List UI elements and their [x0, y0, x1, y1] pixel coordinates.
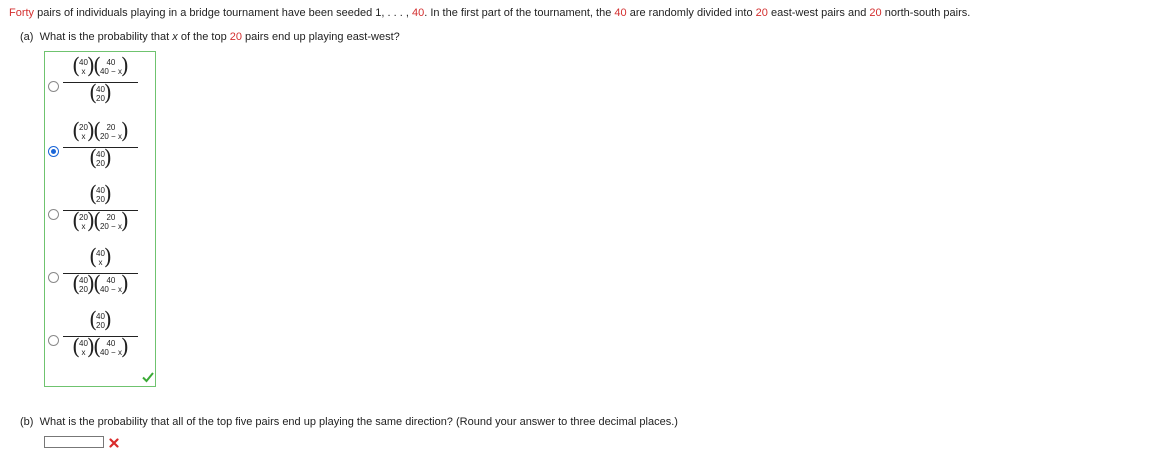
part-b-answer-input[interactable]: [44, 436, 104, 448]
part-a-variable: x: [172, 31, 178, 43]
binomial-top: ( 40: [79, 58, 88, 67]
fraction-numerator: [63, 249, 138, 271]
fraction-expression: [63, 58, 138, 107]
part-b-label: (b): [20, 416, 34, 428]
binomial-top: ( 20: [106, 213, 116, 222]
intro-num-20a: 20: [755, 7, 768, 19]
binomial-top: ( 40: [96, 150, 105, 159]
binomial-bottom: x: [98, 258, 103, 267]
binomial-bottom: x: [81, 67, 86, 76]
fraction-denominator: [63, 150, 138, 172]
part-b-question: [20, 416, 678, 428]
intro-text-3: are randomly divided into: [626, 7, 756, 19]
binomial-coefficient: [94, 339, 128, 357]
binomial-top: ( 20: [79, 213, 88, 222]
part-a-text-3: pairs end up playing east-west?: [242, 31, 400, 43]
binomial-top: ( 40: [96, 85, 105, 94]
fraction-bar: [63, 82, 138, 83]
fraction-denominator: [63, 276, 138, 298]
intro-num-20b: 20: [869, 7, 882, 19]
binomial-coefficient: [90, 150, 111, 168]
binomial-bottom: x: [81, 132, 86, 141]
binomial-top: ( 40: [96, 312, 105, 321]
fraction-expression: [63, 312, 138, 361]
part-a-question: [20, 31, 400, 43]
intro-forty: Forty: [9, 7, 35, 19]
binomial-bottom: 20 − x: [99, 222, 122, 231]
fraction-denominator: [63, 213, 138, 235]
fraction-numerator: [63, 312, 138, 334]
fraction-expression: [63, 249, 138, 298]
fraction-numerator: [63, 186, 138, 208]
binomial-bottom: 40 − x: [99, 285, 122, 294]
binomial-coefficient: [73, 339, 94, 357]
binomial-coefficient: [94, 58, 128, 76]
fraction-denominator: [63, 339, 138, 361]
fraction-expression: [63, 186, 138, 235]
option-radio-3[interactable]: [48, 209, 59, 220]
binomial-top: ( 40: [106, 339, 116, 348]
binomial-bottom: 20: [96, 321, 105, 330]
binomial-coefficient: [73, 213, 94, 231]
part-b-text: What is the probability that all of the top five pairs end up playing the same direction? (Round your answer to three decimal places.): [39, 416, 678, 428]
binomial-top: ( 40: [96, 249, 105, 258]
intro-num-40a: 40: [411, 7, 425, 19]
binomial-bottom: x: [81, 348, 86, 357]
binomial-coefficient: [94, 276, 128, 294]
fraction-numerator: [63, 123, 138, 145]
part-a-top-number: 20: [229, 31, 242, 43]
problem-intro: [9, 7, 970, 19]
fraction-expression: [63, 123, 138, 172]
intro-num-40b: 40: [614, 7, 627, 19]
binomial-bottom: 20: [96, 159, 105, 168]
binomial-coefficient: [73, 276, 94, 294]
binomial-bottom: 40 − x: [99, 348, 122, 357]
intro-text-2: . In the first part of the tournament, the: [424, 7, 615, 19]
binomial-bottom: x: [81, 222, 86, 231]
binomial-top: ( 40: [106, 276, 116, 285]
binomial-coefficient: [94, 123, 128, 141]
incorrect-x-icon: [109, 438, 119, 448]
binomial-bottom: 20 − x: [99, 132, 122, 141]
fraction-denominator: [63, 85, 138, 107]
binomial-top: ( 40: [79, 339, 88, 348]
option-radio-1[interactable]: [48, 81, 59, 92]
binomial-top: ( 40: [79, 276, 88, 285]
intro-text-1: pairs of individuals playing in a bridge tournament have been seeded 1, . . . ,: [34, 7, 412, 19]
binomial-coefficient: [73, 58, 94, 76]
intro-text-4: east-west pairs and: [767, 7, 870, 19]
part-a-text-1: What is the probability that: [39, 31, 173, 43]
binomial-coefficient: [73, 123, 94, 141]
binomial-coefficient: [94, 213, 128, 231]
binomial-bottom: 20: [96, 195, 105, 204]
binomial-top: ( 20: [79, 123, 88, 132]
binomial-bottom: 20: [96, 94, 105, 103]
fraction-numerator: [63, 58, 138, 80]
part-a-label: (a): [20, 31, 34, 43]
answer-options-box: [44, 51, 156, 387]
binomial-top: ( 40: [106, 58, 116, 67]
binomial-bottom: 40 − x: [99, 67, 122, 76]
option-radio-2[interactable]: [48, 146, 59, 157]
binomial-coefficient: [90, 85, 111, 103]
binomial-coefficient: [90, 249, 111, 267]
fraction-bar: [63, 147, 138, 148]
binomial-bottom: 20: [79, 285, 88, 294]
binomial-top: ( 40: [96, 186, 105, 195]
binomial-coefficient: [90, 312, 111, 330]
option-radio-4[interactable]: [48, 272, 59, 283]
part-a-text-2: of the top: [177, 31, 230, 43]
binomial-top: ( 20: [106, 123, 116, 132]
intro-text-5: north-south pairs.: [881, 7, 971, 19]
binomial-coefficient: [90, 186, 111, 204]
correct-check-icon: [142, 371, 154, 383]
option-radio-5[interactable]: [48, 335, 59, 346]
